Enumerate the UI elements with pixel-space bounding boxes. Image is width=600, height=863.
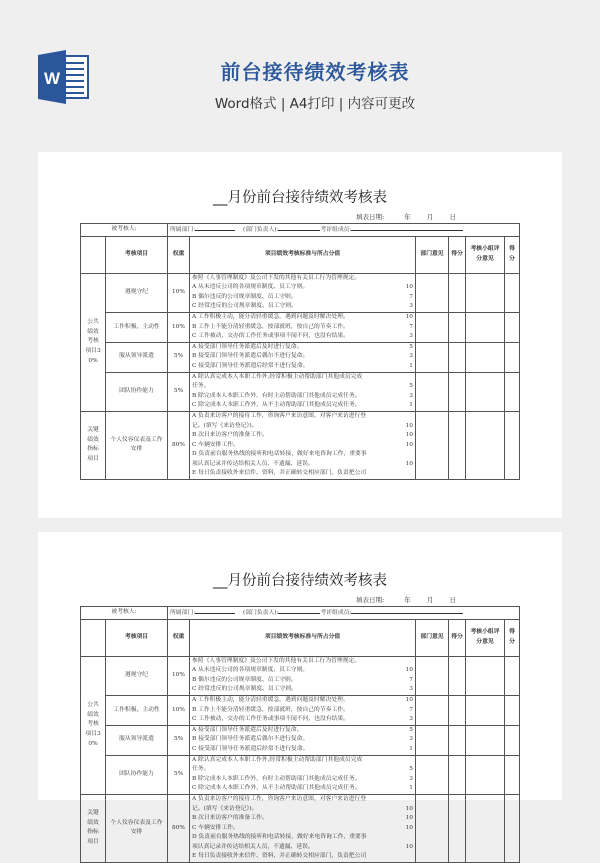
criteria-line: C 接受部门领导任务派遣后经常不进行复命。 1 [192, 362, 413, 369]
criteria-line: A 接受部门领导任务派遣后及时进行复命。 5 [192, 343, 413, 350]
table-row [81, 755, 520, 794]
criteria-line: A 工作积极主动，能分清轻重缓急，遇到问题及时解决处理。 10 [192, 313, 413, 320]
category-cell: 关键绩效指标项目 [81, 794, 106, 862]
header-category [81, 236, 106, 273]
header-criteria: 项目绩效考核标准与所占分值 [190, 236, 416, 273]
dept-opinion-input[interactable] [416, 312, 449, 342]
score-2-input[interactable] [505, 656, 520, 695]
criteria-line: 项认真记录并传达给相关人员，不遗漏、延误。 10 [192, 460, 413, 467]
criteria-line: C 车辆安排工作。 10 [192, 824, 413, 831]
score-2-input[interactable] [505, 372, 520, 411]
table-row [81, 372, 520, 411]
panel-opinion-input[interactable] [466, 372, 505, 411]
document-title: __月份前台接待绩效考核表 [213, 190, 387, 206]
criteria-line: B 工作上不能分清轻重缓急，按部就班，按自己的节奏工作。 7 [192, 323, 413, 330]
criteria-line: A 负责来访客户的接待工作，咨询客户来访意图，对客户来访进行登 [192, 795, 367, 802]
weight-cell: 5% [168, 372, 190, 411]
panel-opinion-input[interactable] [466, 342, 505, 372]
header-score-2: 得分 [505, 236, 520, 273]
header-score-1: 得分 [449, 619, 466, 656]
fill-date: 填表日期: 年 月 日 [356, 213, 456, 221]
criteria-line: A 除认真完成本人本职工作外,经常积极主动帮助部门其他成员完成 [192, 756, 363, 763]
category-cell: 公共绩效考核项目30% [81, 273, 106, 411]
criteria-line: B 接受部门领导任务派遣后偶尔不进行复命。 3 [192, 736, 413, 743]
criteria-line: C 经常违反的公司规章制度、员工守则。 3 [192, 686, 413, 693]
criteria-line: B 工作上不能分清轻重缓急，按部就班，按自己的节奏工作。 7 [192, 706, 413, 713]
item-cell: 工作积极、主动性 [106, 695, 168, 725]
item-cell: 个人仪容仪表及工作安排 [106, 411, 168, 479]
criteria-line: B 次日来访客户的准备工作。 10 [192, 815, 413, 822]
panel-opinion-input[interactable] [466, 695, 505, 725]
criteria-line: A 接受部门领导任务派遣后及时进行复命。 5 [192, 726, 413, 733]
header-score-1: 得分 [449, 236, 466, 273]
criteria-line: B 接受部门领导任务派遣后偶尔不进行复命。 3 [192, 353, 413, 360]
header-panel-opinion: 考核小组评分意见 [466, 619, 505, 656]
document-title: __月份前台接待绩效考核表 [213, 573, 387, 589]
examinee-field[interactable]: 被考核人: [81, 607, 168, 620]
panel-opinion-input[interactable] [466, 411, 505, 479]
criteria-line: A 从未违反公司的各项规章制度、员工守则。 10 [192, 667, 413, 674]
criteria-line: D 负责前台服务热线的接听和电话转接，做好来电咨询工作，重要事 [192, 451, 367, 458]
score-1-input[interactable] [449, 312, 466, 342]
dept-opinion-input[interactable] [416, 342, 449, 372]
criteria-cell [190, 755, 416, 794]
info-row [81, 224, 520, 237]
criteria-cell [190, 342, 416, 372]
table-row [81, 273, 520, 312]
item-cell: 团队协作能力 [106, 372, 168, 411]
dept-opinion-input[interactable] [416, 755, 449, 794]
panel-opinion-input[interactable] [466, 273, 505, 312]
dept-opinion-input[interactable] [416, 695, 449, 725]
criteria-line: E 每日负责接收外来信件、资料，并正确转交相应部门，负责把公司 [192, 470, 367, 477]
fill-date: 填表日期: 年 月 日 [356, 596, 456, 604]
criteria-line: A 除认真完成本人本职工作外,经常积极主动帮助部门其他成员完成 [192, 373, 363, 380]
panel-opinion-input[interactable] [466, 794, 505, 862]
header-dept-opinion: 部门意见 [416, 619, 449, 656]
dept-opinion-input[interactable] [416, 273, 449, 312]
header-panel-opinion: 考核小组评分意见 [466, 236, 505, 273]
score-1-input[interactable] [449, 725, 466, 755]
weight-cell: 80% [168, 794, 190, 862]
panel-opinion-input[interactable] [466, 656, 505, 695]
item-cell: 服从领导派遣 [106, 342, 168, 372]
criteria-cell [190, 273, 416, 312]
weight-cell: 10% [168, 695, 190, 725]
criteria-line: C 除完成本人本职工作外，从不主动帮助部门其他成员完成任务。 1 [192, 402, 413, 409]
criteria-line: 记。(填写《来访登记》)。 10 [192, 422, 413, 429]
criteria-cell [190, 794, 416, 862]
criteria-cell [190, 656, 416, 695]
panel-opinion-input[interactable] [466, 755, 505, 794]
criteria-line: C 经常违反的公司规章制度、员工守则。 3 [192, 303, 413, 310]
panel-opinion-input[interactable] [466, 725, 505, 755]
banner-title: 前台接待绩效考核表 [220, 60, 410, 84]
weight-cell: 10% [168, 273, 190, 312]
header-weight: 权重 [168, 236, 190, 273]
score-1-input[interactable] [449, 273, 466, 312]
criteria-line: B 次日来访客户的准备工作。 10 [192, 432, 413, 439]
header-item: 考核项目 [106, 619, 168, 656]
item-cell: 工作积极、主动性 [106, 312, 168, 342]
header-weight: 权重 [168, 619, 190, 656]
criteria-line: A 从未违反公司的各项规章制度、员工守则。 10 [192, 284, 413, 291]
header-row [81, 236, 520, 273]
item-cell: 团队协作能力 [106, 755, 168, 794]
criteria-cell [190, 695, 416, 725]
table-row [81, 312, 520, 342]
item-cell: 遵规守纪 [106, 273, 168, 312]
weight-cell: 5% [168, 342, 190, 372]
criteria-line: 参照《人事管理制度》及公司下发的其他有关员工行为管理规定。 [192, 274, 361, 281]
criteria-line: A 工作积极主动，能分清轻重缓急，遇到问题及时解决处理。 10 [192, 696, 413, 703]
item-cell: 遵规守纪 [106, 656, 168, 695]
panel-opinion-input[interactable] [466, 312, 505, 342]
dept-opinion-input[interactable] [416, 794, 449, 862]
svg-text:W: W [43, 69, 61, 88]
score-2-input[interactable] [505, 411, 520, 479]
table-row [81, 411, 520, 479]
criteria-line: B 偶尔违反的公司规章制度、员工守则。 7 [192, 676, 413, 683]
weight-cell: 80% [168, 411, 190, 479]
dept-opinion-input[interactable] [416, 411, 449, 479]
weight-cell: 5% [168, 725, 190, 755]
banner-subtitle: Word格式 | A4打印 | 内容可更改 [214, 96, 416, 112]
category-cell: 关键绩效指标项目 [81, 411, 106, 479]
criteria-cell [190, 312, 416, 342]
criteria-line: A 负责来访客户的接待工作，咨询客户来访意图，对客户来访进行登 [192, 412, 367, 419]
score-1-input[interactable] [449, 695, 466, 725]
criteria-line: 项认真记录并传达给相关人员，不遗漏、延误。 10 [192, 843, 413, 850]
table-row [81, 342, 520, 372]
score-2-input[interactable] [505, 273, 520, 312]
header-row [81, 619, 520, 656]
criteria-line: E 每日负责接收外来信件、资料，并正确转交相应部门，负责把公司 [192, 853, 367, 860]
criteria-line: D 负责前台服务热线的接听和电话转接，做好来电咨询工作，重要事 [192, 834, 367, 841]
dept-opinion-input[interactable] [416, 656, 449, 695]
table-row [81, 695, 520, 725]
department-field[interactable]: 所属部门: (部门负责人): 考评组成员: [168, 607, 520, 620]
banner [0, 0, 600, 140]
document-page-2 [38, 532, 562, 860]
criteria-cell [190, 372, 416, 411]
item-cell: 服从领导派遣 [106, 725, 168, 755]
score-1-input[interactable] [449, 342, 466, 372]
item-cell: 个人仪容仪表及工作安排 [106, 794, 168, 862]
header-dept-opinion: 部门意见 [416, 236, 449, 273]
header-category [81, 619, 106, 656]
score-2-input[interactable] [505, 794, 520, 862]
score-2-input[interactable] [505, 695, 520, 725]
criteria-cell [190, 411, 416, 479]
score-1-input[interactable] [449, 794, 466, 862]
criteria-line: 参照《人事管理制度》及公司下发的其他有关员工行为管理规定。 [192, 657, 361, 664]
score-2-input[interactable] [505, 312, 520, 342]
criteria-line: 任务。 5 [192, 766, 413, 773]
score-1-input[interactable] [449, 372, 466, 411]
score-1-input[interactable] [449, 755, 466, 794]
criteria-line: C 车辆安排工作。 10 [192, 441, 413, 448]
category-cell: 公共绩效考核项目30% [81, 656, 106, 794]
header-score-2: 得分 [505, 619, 520, 656]
document-page-1 [38, 152, 562, 518]
score-1-input[interactable] [449, 656, 466, 695]
info-row [81, 607, 520, 620]
table-row [81, 794, 520, 862]
weight-cell: 10% [168, 656, 190, 695]
score-2-input[interactable] [505, 725, 520, 755]
department-field[interactable]: 所属部门: (部门负责人): 考评组成员: [168, 224, 520, 237]
criteria-line: C 工作被动，交办的工作任务或事项不闻不问，也没有结果。 3 [192, 333, 413, 340]
dept-opinion-input[interactable] [416, 372, 449, 411]
criteria-line: B 除完成本人本职工作外，有时主动帮助部门其他成员完成任务。 3 [192, 775, 413, 782]
assessment-table [80, 223, 520, 480]
score-1-input[interactable] [449, 411, 466, 479]
examinee-field[interactable]: 被考核人: [81, 224, 168, 237]
dept-opinion-input[interactable] [416, 725, 449, 755]
criteria-line: C 接受部门领导任务派遣后经常不进行复命。 1 [192, 745, 413, 752]
table-row [81, 725, 520, 755]
criteria-line: C 除完成本人本职工作外，从不主动帮助部门其他成员完成任务。 1 [192, 785, 413, 792]
header-item: 考核项目 [106, 236, 168, 273]
table-row [81, 656, 520, 695]
score-2-input[interactable] [505, 755, 520, 794]
criteria-line: C 工作被动，交办的工作任务或事项不闻不问，也没有结果。 3 [192, 716, 413, 723]
criteria-line: B 偶尔违反的公司规章制度、员工守则。 7 [192, 293, 413, 300]
criteria-line: 记。(填写《来访登记》)。 10 [192, 805, 413, 812]
header-criteria: 项目绩效考核标准与所占分值 [190, 619, 416, 656]
weight-cell: 5% [168, 755, 190, 794]
criteria-cell [190, 725, 416, 755]
criteria-line: B 除完成本人本职工作外，有时主动帮助部门其他成员完成任务。 3 [192, 392, 413, 399]
assessment-table [80, 606, 520, 863]
score-2-input[interactable] [505, 342, 520, 372]
weight-cell: 10% [168, 312, 190, 342]
criteria-line: 任务。 5 [192, 383, 413, 390]
